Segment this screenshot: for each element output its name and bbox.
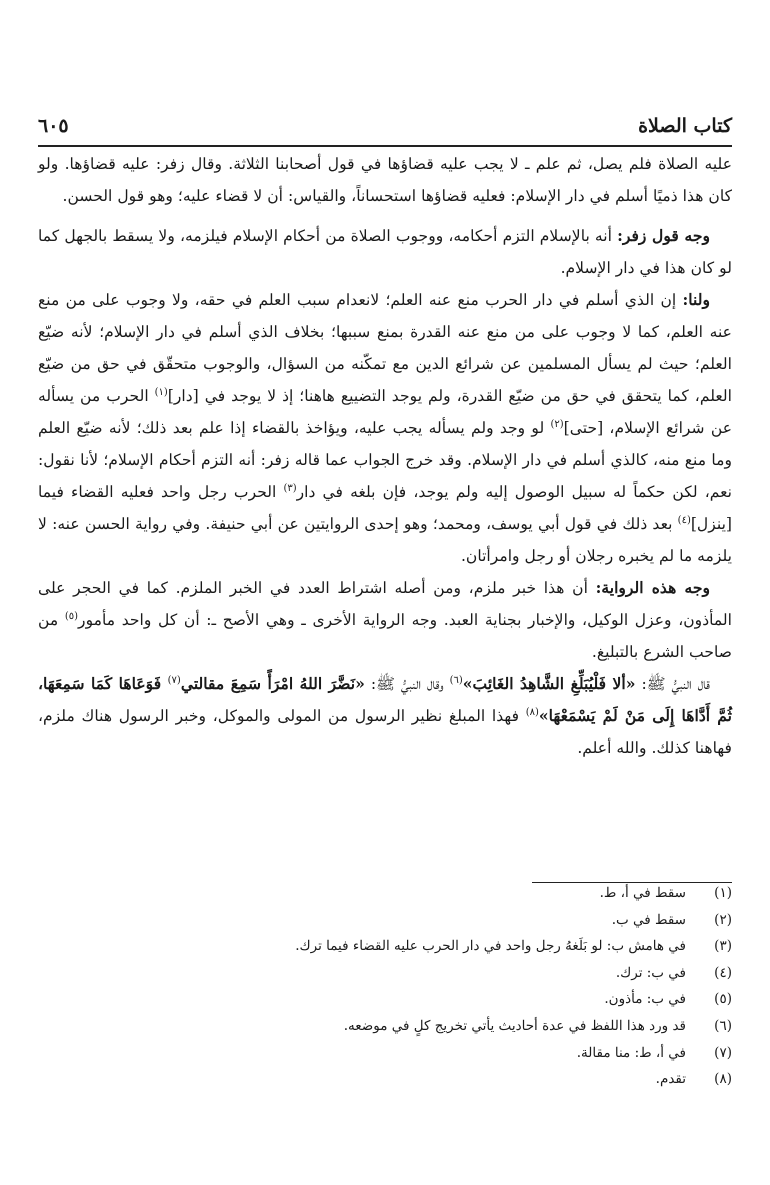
paragraph <box>38 572 732 668</box>
paragraph-text: فهذا المبلغ نظير الرسول من المولى والموكل، وخبر الرسول هناك ملزم، فهاهنا كذلك. والله أعلم. <box>38 707 732 757</box>
footnote-number: (٦) <box>714 1017 732 1034</box>
paragraph-text: لو وجد ولم يسأله يجب عليه، ويؤاخذ بالقضاء إذا علم بعد ذلك؛ لأنه ضيّع العلم وما منع منه، كالذي أسلم في دار الإسلام. وقد خرج الجواب عما قاله زفر: أنه التزم أحكام الإسلام؛ لأنا نقول: نعم، لكن حكماً له سبيل الوصول إليه ولم يوجد، فإن بلغه في دار <box>38 419 732 501</box>
paragraph-text: أنه بالإسلام التزم أحكامه، ووجوب الصلاة من أحكام الإسلام فيلزمه، ولا يسقط بالجهل كما لو كان هذا في دار الإسلام. <box>38 227 732 277</box>
paragraph-lead: ولنا: <box>682 290 710 309</box>
page-header <box>38 97 732 147</box>
paragraph-text: أن هذا خبر ملزم، ومن أصله اشتراط العدد في الخبر الملزم. كما في الحجر على المأذون، وعزل الوكيل، والإخبار بجناية العبد. وجه الرواية الأخرى ـ وهي الأصح ـ: أن كل واحد مأمور <box>38 579 732 629</box>
footnote-text: في هامش ب: لو بَلَغهُ رجل واحد في دار الحرب عليه القضاء فيما ترك. <box>295 938 686 955</box>
footnote-item <box>38 1013 732 1040</box>
paragraph <box>38 668 732 764</box>
footnote-text: قد ورد هذا اللفظ في عدة أحاديث يأتي تخريج كلٍ في موضعه. <box>343 1017 686 1034</box>
hadith-quote: «نَضَّرَ اللهُ امْرَأً سَمِعَ مقالتي <box>180 674 365 693</box>
footnote-ref[interactable]: (٦) <box>449 674 463 686</box>
footnote-number: (٥) <box>714 991 732 1008</box>
footnote-ref[interactable]: (٥) <box>64 610 79 622</box>
footnote-ref[interactable]: (٤) <box>677 514 691 526</box>
footnote-text: في ب: ترك. <box>615 964 686 981</box>
page-number: ٦٠٥ <box>38 115 69 137</box>
footnote-item <box>38 1066 732 1093</box>
footnote-item <box>38 907 732 934</box>
paragraph-text: من صاحب الشرع بالتبليغ. <box>38 611 732 661</box>
paragraph-text: بعد ذلك في قول أبي يوسف، ومحمد؛ وهو إحدى الروايتين عن أبي حنيفة. وفي رواية الحسن عنه: لا يلزمه ما لم يخبره رجلان أو رجل وامرأتان. <box>38 515 732 565</box>
footnote-number: (١) <box>714 885 732 901</box>
paragraph <box>38 284 732 572</box>
footnote-text: تقدم. <box>655 1071 686 1088</box>
footnote-item <box>38 880 732 907</box>
footnote-text: في أ، ط: منا مقالة. <box>576 1044 686 1061</box>
hadith-quote: «ألا فَلْيُبَلِّغِ الشَّاهِدُ الغَائِبَ» <box>462 674 636 693</box>
footnote-ref[interactable]: (٢) <box>550 418 564 430</box>
footnote-text: في ب: مأذون. <box>604 991 686 1008</box>
footnotes-list <box>38 880 732 1093</box>
hadith-quote: فَوَعَاهَا كَمَا سَمِعَهَا، ثُمَّ أَدَّاهَا إِلَى مَنْ لَمْ يَسْمَعْهَا» <box>38 674 732 725</box>
footnote-number: (٧) <box>714 1044 732 1061</box>
footnote-ref[interactable]: (٧) <box>167 674 181 686</box>
footnote-text: سقط في أ، ط. <box>599 885 686 901</box>
footnote-item <box>38 986 732 1013</box>
paragraph-lead: وجه هذه الرواية: <box>595 578 710 597</box>
paragraph-lead: وجه قول زفر: <box>617 226 710 245</box>
footnote-text: سقط في ب. <box>611 911 686 928</box>
paragraph-text: إن الذي أسلم في دار الحرب منع عنه العلم؛ لانعدام سبب العلم في حقه، ولا وجوب على من منع عنه العلم، كما لا وجوب على من منع عنه القدرة بمنع سببها؛ بخلاف الذي أسلم في دار الإسلام؛ لأنه ضيّع العلم؛ حيث لم يسأل المسلمين عن شرائع الدين مع تمكّنه من السؤال، والوجوب متحقّق في حق من ضيّع العلم، كما يتحقق في حق من ضيّع القدرة، ولم يوجد التضييع هاهنا؛ إذ لا يوجد في [دار] <box>38 291 732 405</box>
footnote-ref[interactable]: (٣) <box>283 482 297 494</box>
main-text <box>38 148 732 764</box>
paragraph-text: عليه الصلاة فلم يصل، ثم علم ـ لا يجب عليه قضاؤها في قول أصحابنا الثلاثة. وقال زفر: عليه قضاؤها. ولو كان هذا ذميًا أسلم في دار الإسلام: فعليه قضاؤها استحساناً، والقياس: أن لا قضاء عليه؛ وهو قول الحسن. <box>38 155 732 205</box>
footnote-number: (٤) <box>714 964 732 981</box>
chapter-title: كتاب الصلاة <box>638 115 732 137</box>
paragraph-text: وقال النبيُّ ﷺ: <box>364 675 450 693</box>
footnote-number: (٢) <box>714 911 732 928</box>
footnote-item <box>38 933 732 960</box>
paragraph <box>38 220 732 284</box>
paragraph-text: الحرب من يسأله عن شرائع الإسلام، [حتى] <box>38 387 732 437</box>
footnote-number: (٨) <box>714 1071 732 1088</box>
paragraph-text: قال النبيُّ ﷺ: <box>635 675 711 693</box>
paragraph <box>38 148 732 212</box>
footnote-ref[interactable]: (١) <box>154 386 168 398</box>
footnote-item <box>38 960 732 987</box>
footnote-ref[interactable]: (٨) <box>525 706 539 718</box>
paragraph-text: الحرب رجل واحد فعليه القضاء فيما [ينزل] <box>38 483 732 533</box>
footnote-item <box>38 1040 732 1067</box>
footnote-number: (٣) <box>714 938 732 955</box>
